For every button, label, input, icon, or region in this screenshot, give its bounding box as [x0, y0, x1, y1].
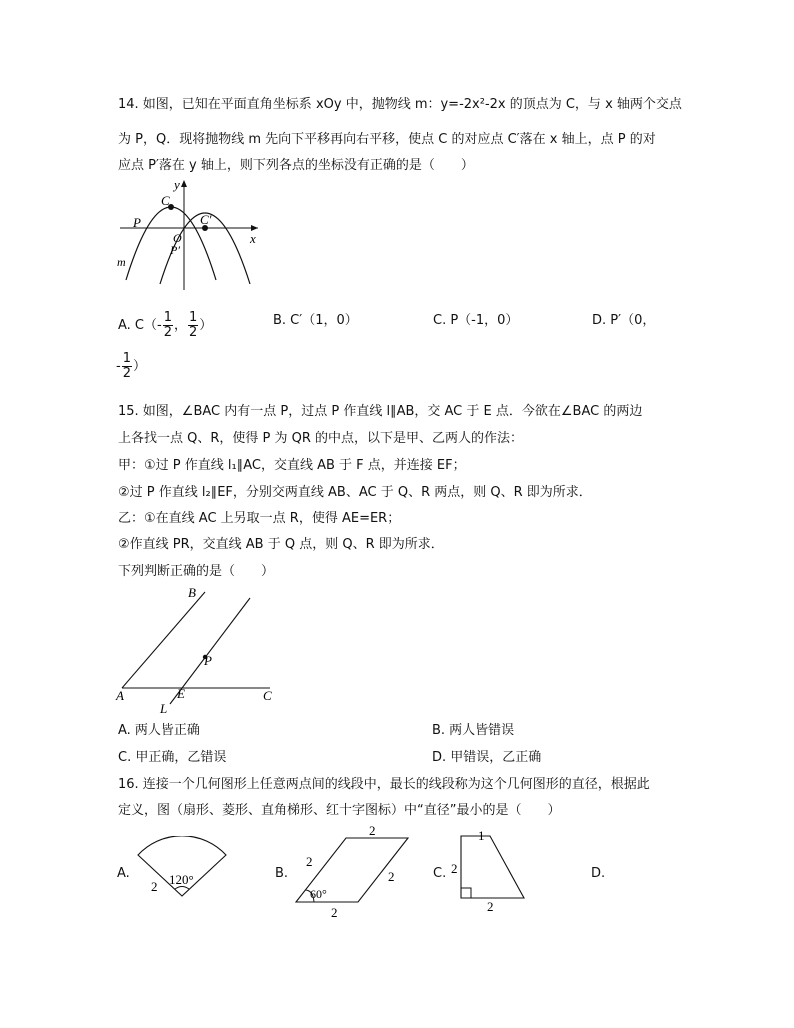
q15-line6: ②作直线 PR，交直线 AB 于 Q 点，则 Q、R 即为所求． [118, 537, 444, 552]
q14-option-c: C. P（-1，0） [433, 313, 519, 328]
label-bottom: 2 [487, 899, 494, 914]
label-b: B [188, 585, 196, 600]
fraction [122, 352, 132, 381]
option-d-minus: - [116, 359, 121, 374]
option-a-suffix: ） [199, 318, 213, 333]
label-left: 2 [306, 854, 313, 869]
q14-option-d: D. P′（0， [592, 313, 656, 328]
label-e: E [177, 686, 185, 701]
right-angle-mark [461, 888, 471, 898]
fraction-denominator: 2 [189, 325, 198, 340]
q15-option-a: A. 两人皆正确 [118, 723, 200, 738]
label-m: m [117, 255, 126, 269]
label-top: 2 [369, 823, 376, 838]
label-angle: 60° [310, 887, 327, 901]
q16-label-c: C. [433, 866, 447, 881]
fraction-denominator: 2 [163, 325, 172, 340]
label-top: 1 [478, 828, 485, 843]
q16-label-a: A. [117, 866, 130, 881]
label-y: y [174, 177, 180, 192]
label-l: L [160, 701, 168, 716]
q15-line3: 甲：①过 P 作直线 l₁∥AC，交直线 AB 于 F 点，并连接 EF； [118, 458, 466, 473]
label-left: 2 [451, 861, 458, 876]
option-a-prefix: A. C（- [118, 318, 162, 333]
q15-line7: 下列判断正确的是（ ） [118, 564, 275, 579]
q15-line2: 上各找一点 Q、R，使得 P 为 QR 的中点，以下是甲、乙两人的作法： [118, 431, 524, 446]
label-a: A [116, 688, 124, 703]
label-c: C [161, 193, 170, 208]
fraction-numerator: 1 [163, 310, 172, 325]
label-bottom: 2 [331, 905, 338, 920]
q16-label-b: B. [275, 866, 289, 881]
label-p: P [133, 215, 141, 230]
label-right: 2 [388, 869, 395, 884]
option-d-suffix: ） [132, 359, 146, 374]
q14-option-a [118, 311, 212, 340]
q16-figure-sector [134, 836, 234, 900]
q15-line1: 15. 如图，∠BAC 内有一点 P，过点 P 作直线 l∥AB，交 AC 于 E 点．今欲在∠BAC 的两边 [118, 404, 643, 419]
q14-line1: 14. 如图，已知在平面直角坐标系 xOy 中，抛物线 m：y=-2x²-2x 的顶点为 C，与 x 轴两个交点 [118, 97, 682, 112]
fraction-numerator: 1 [189, 310, 198, 325]
q16-label-d: D. [591, 866, 606, 881]
label-c: C [263, 688, 272, 703]
q14-option-b: B. C′（1，0） [273, 313, 358, 328]
label-p-prime: P′ [170, 243, 180, 257]
q15-line4: ②过 P 作直线 l₂∥EF，分别交两直线 AB、AC 于 Q、R 两点，则 Q、R 即为所求． [118, 485, 592, 500]
q16-figure-trapezoid [446, 826, 530, 916]
q15-line5: 乙：①在直线 AC 上另取一点 R，使得 AE=ER； [118, 511, 401, 526]
label-x: x [250, 231, 256, 246]
q14-figure-parabolas [112, 176, 262, 294]
q15-figure-angle [112, 584, 282, 716]
q15-option-d: D. 甲错误，乙正确 [432, 750, 542, 765]
fraction [163, 311, 173, 340]
q14-line2: 为 P，Q．现将抛物线 m 先向下平移再向右平移，使点 C 的对应点 C′落在 x 轴上，点 P 的对 [118, 132, 656, 147]
label-c-prime: C′ [200, 212, 212, 227]
q14-line3: 应点 P′落在 y 轴上，则下列各点的坐标没有正确的是（ ） [118, 158, 474, 173]
label-side: 2 [151, 879, 158, 894]
q15-option-c: C. 甲正确，乙错误 [118, 750, 227, 765]
fraction [188, 311, 198, 340]
fraction-denominator: 2 [122, 366, 131, 381]
label-p: P [204, 653, 212, 668]
q16-line2: 定义，图（扇形、菱形、直角梯形、红十字图标）中“直径”最小的是（ ） [118, 803, 561, 818]
q16-figure-rhombus [288, 822, 414, 920]
label-angle: 120° [169, 872, 194, 887]
q15-option-b: B. 两人皆错误 [432, 723, 515, 738]
trapezoid-shape [461, 836, 524, 898]
y-axis-arrow [181, 180, 187, 187]
q14-option-d-continued [116, 352, 146, 381]
option-a-sep: ， [173, 318, 187, 333]
q16-line1: 16. 连接一个几何图形上任意两点间的线段中，最长的线段称为这个几何图形的直径，根据此 [118, 777, 650, 792]
fraction-numerator: 1 [122, 351, 131, 366]
label-o: O [173, 231, 182, 245]
